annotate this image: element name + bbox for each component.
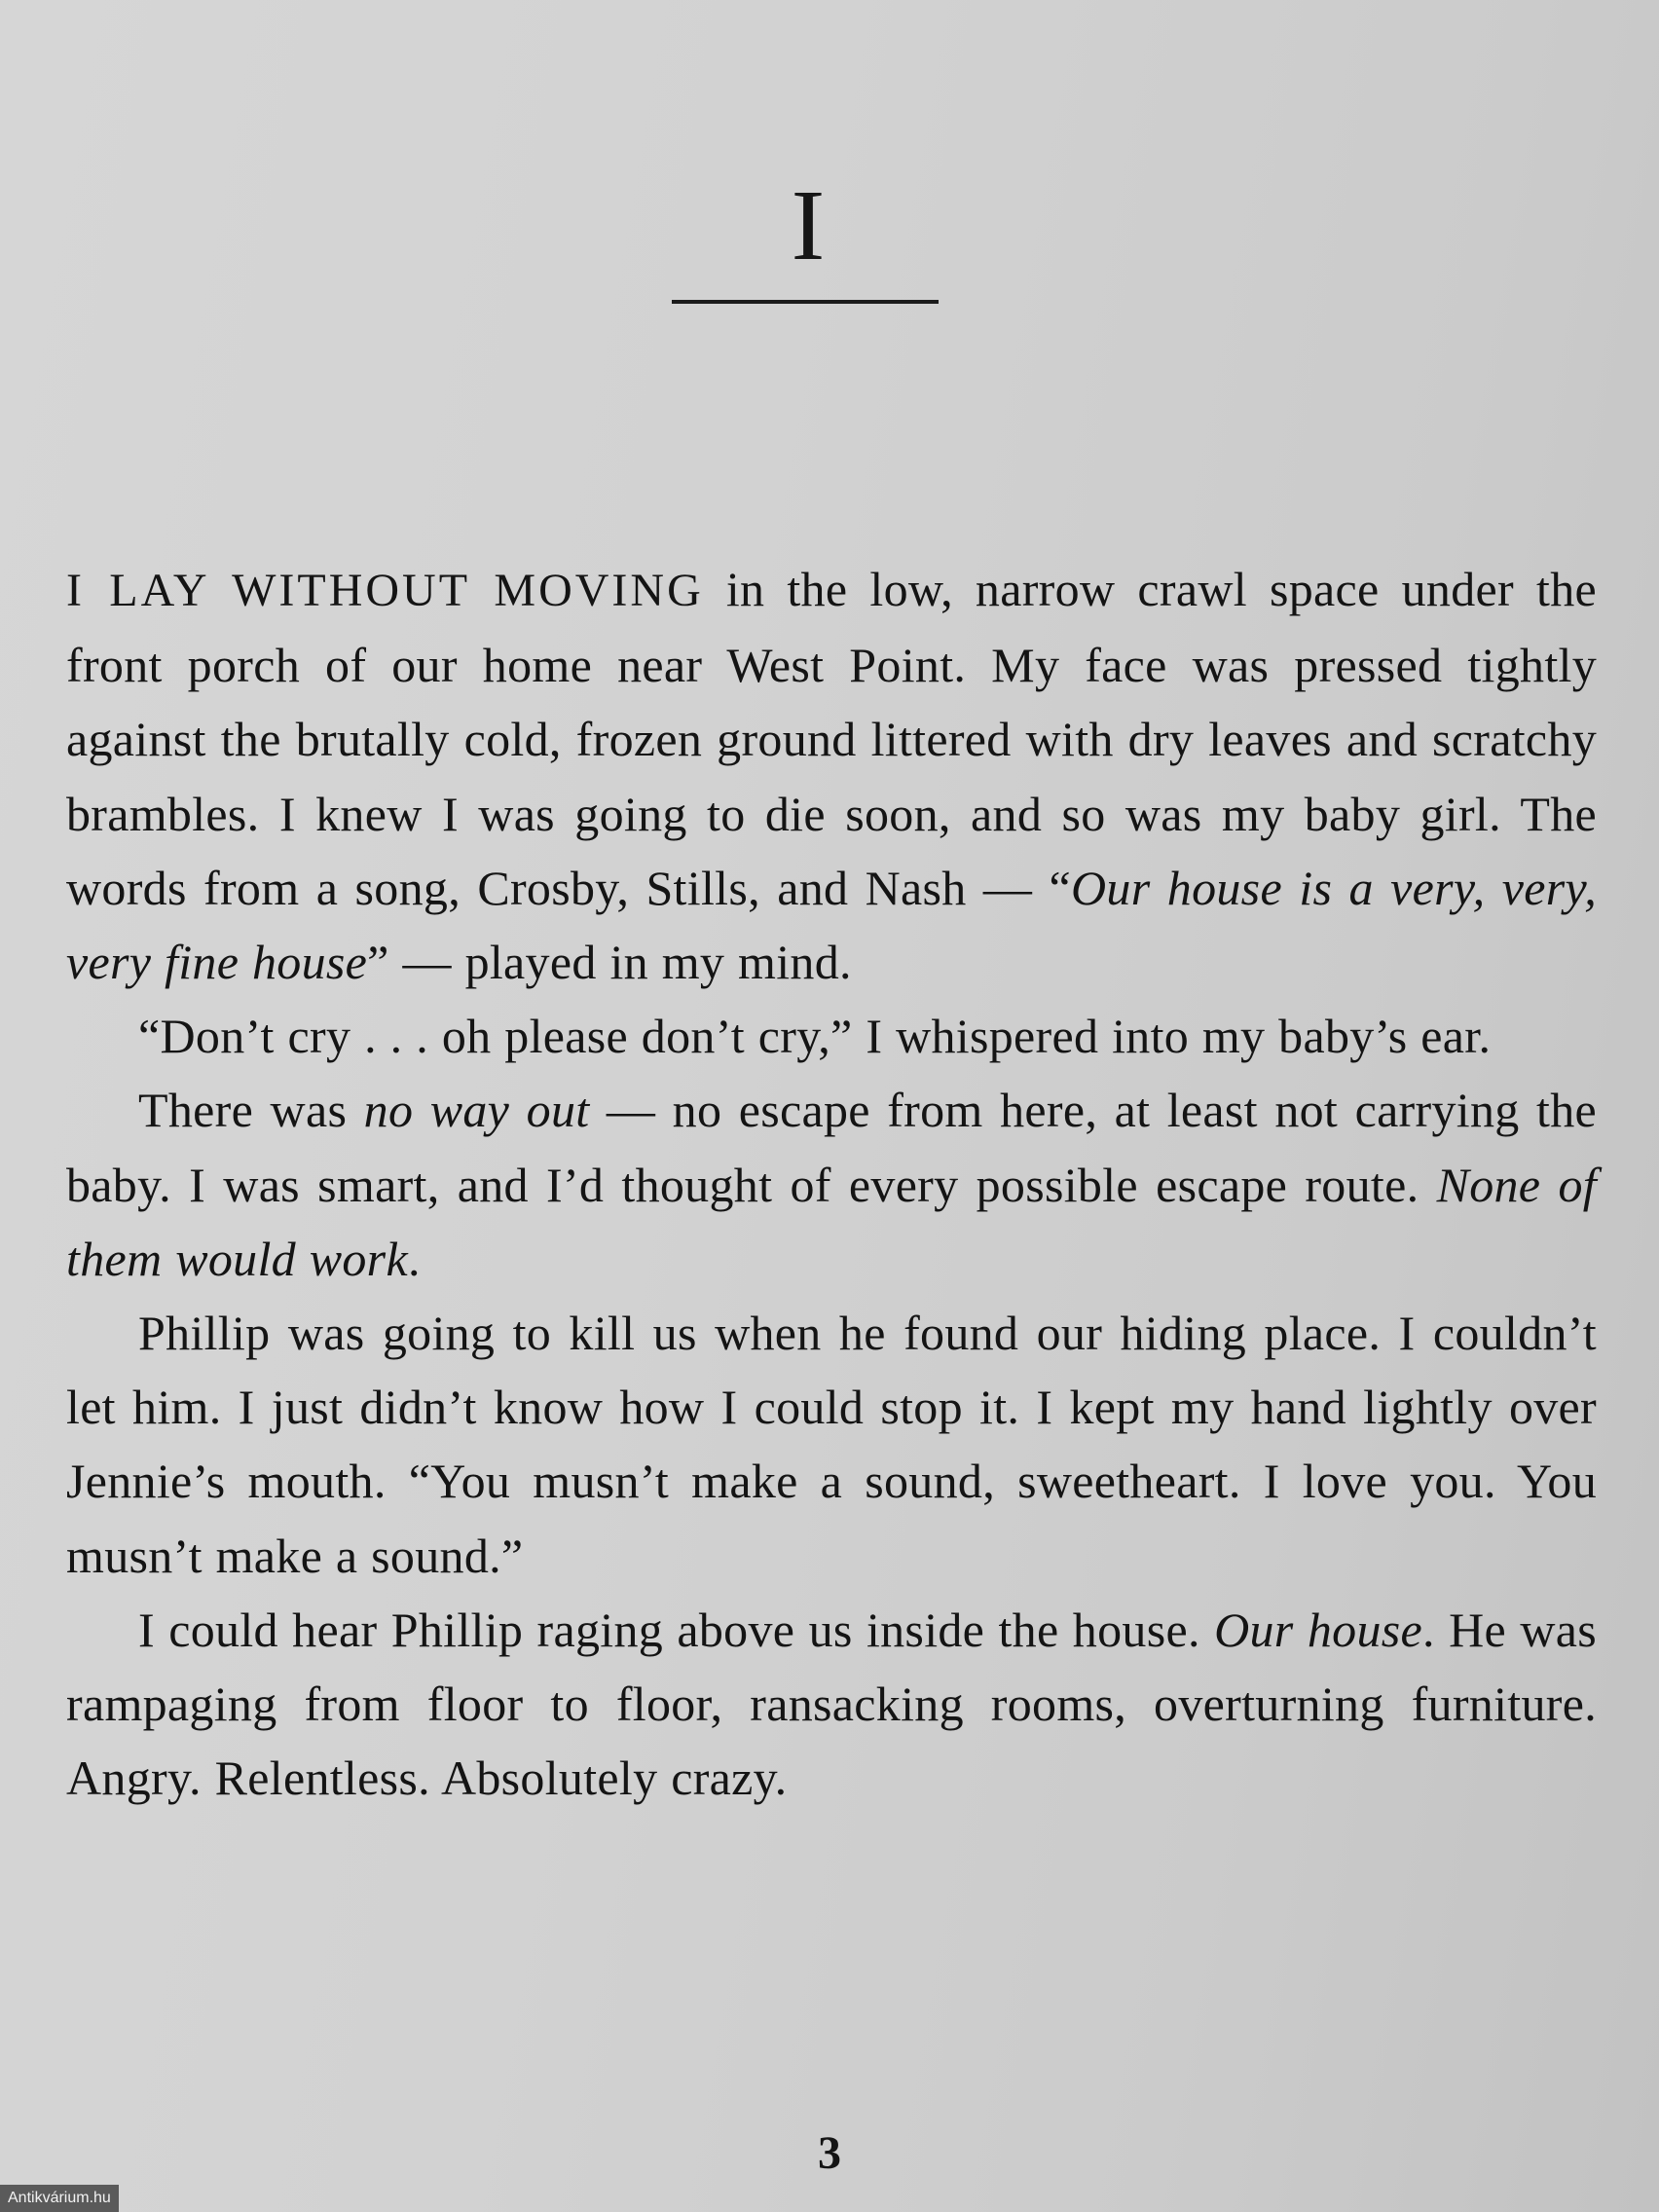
paragraph-5: [66, 1593, 1597, 1816]
paragraph-3-text-b: — no escape from here, at least not carrying the baby. I was smart, and I’d thought of every possible escape route.: [66, 1083, 1597, 1212]
paragraph-2: “Don’t cry . . . oh please don’t cry,” I whispered into my baby’s ear.: [138, 1009, 1492, 1064]
chapter-number: I: [791, 169, 826, 281]
watermark-label: Antikvárium.hu: [0, 2185, 119, 2212]
paragraph-3-emphasis-b: None of them would work: [66, 1157, 1597, 1286]
paragraph-3-text-c: .: [407, 1231, 421, 1286]
paragraph-3-emphasis-a: no way out: [363, 1083, 590, 1138]
paragraph-4: Phillip was going to kill us when he found our hiding place. I couldn’t let him. I just didn’t know how I could stop it. I kept my hand lightly over Jennie’s mouth. “You musn’t make a sound, sweetheart. I love you. You musn’t make a sound.”: [66, 1306, 1597, 1583]
paragraph-1-text-b: ” — played in my mind.: [367, 935, 852, 990]
paragraph-3-text-a: There was: [138, 1083, 364, 1138]
paragraph-3: [66, 1073, 1597, 1296]
paragraph-1: [66, 552, 1597, 999]
page-number: 3: [818, 2127, 841, 2179]
paragraph-5-text-b: . He was rampaging from floor to floor, ransacking rooms, overturning furniture. Angry. Relentless. Absolutely crazy.: [66, 1602, 1597, 1806]
paragraph-5-emphasis: Our house: [1214, 1602, 1422, 1657]
song-lyric: Our house is a very, very, very fine house: [66, 860, 1597, 990]
body-text: [66, 552, 1597, 1815]
paragraph-1-text-a: in the low, narrow crawl space under the front porch of our home near West Point. My face was pressed tightly against the brutally cold, frozen ground littered with dry leaves and scratchy brambles. I knew I was going to die soon, and so was my baby girl. The words from a song, Crosby, Stills, and Nash — “: [66, 562, 1597, 915]
paragraph-5-text-a: I could hear Phillip raging above us inside the house.: [138, 1602, 1215, 1657]
chapter-rule-divider: [672, 300, 939, 304]
opening-small-caps: I LAY WITHOUT MOVING: [66, 565, 704, 616]
